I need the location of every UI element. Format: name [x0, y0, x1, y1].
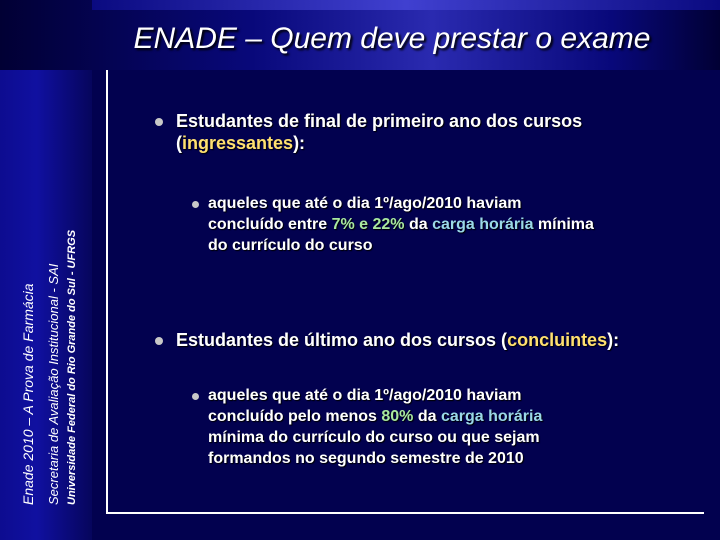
- bullet-line: formandos no segundo semestre de 2010: [208, 450, 524, 467]
- highlight-concluintes: concluintes: [507, 330, 608, 350]
- bullet-line: [176, 132, 582, 154]
- bullet-line: [208, 406, 542, 427]
- text-span: concluído entre: [208, 216, 332, 233]
- header-band: [92, 0, 720, 10]
- bullet-line: [176, 329, 619, 351]
- highlight-percent: 7% e 22%: [331, 216, 405, 233]
- highlight-carga-horaria: carga horária: [432, 216, 534, 233]
- text-span: ):: [607, 330, 620, 350]
- sidebar-university-label: Universidade Federal do Rio Grande do Sul - UFRGS: [66, 229, 78, 505]
- text-span: ):: [293, 133, 306, 153]
- highlight-percent: 80%: [381, 408, 414, 425]
- bullet-dot-icon: [192, 393, 199, 400]
- text-span: mínima: [533, 216, 594, 233]
- text-span: (: [176, 133, 182, 153]
- bullet-line: [208, 214, 594, 235]
- highlight-ingressantes: ingressantes: [182, 133, 294, 153]
- sidebar-department-label: Secretaria de Avaliação Institucional - SAI: [46, 263, 61, 505]
- bullet-line: aqueles que até o dia 1º/ago/2010 haviam: [208, 387, 522, 404]
- text-span: da: [404, 216, 433, 233]
- side-divider: [106, 70, 108, 512]
- bullet-ingressantes: [176, 110, 582, 154]
- highlight-carga-horaria: carga horária: [440, 408, 543, 425]
- sidebar-event-label: Enade 2010 – A Prova de Farmácia: [20, 283, 36, 505]
- slide-title: ENADE – Quem deve prestar o exame: [133, 22, 651, 55]
- text-span: Estudantes de último ano dos cursos (: [176, 330, 508, 350]
- bullet-line: Estudantes de final de primeiro ano dos cursos: [176, 111, 583, 131]
- text-span: concluído pelo menos: [208, 408, 382, 425]
- text-span: da: [413, 408, 441, 425]
- bullet-line: mínima do currículo do curso ou que sejam: [208, 429, 540, 446]
- bullet-dot-icon: [155, 118, 163, 126]
- bullet-line: do currículo do curso: [208, 237, 373, 254]
- bullet-concluintes: [176, 329, 619, 351]
- subbullet-concluintes-criteria: [208, 385, 542, 469]
- subbullet-ingressantes-criteria: [208, 193, 594, 256]
- bullet-dot-icon: [192, 201, 199, 208]
- bullet-line: aqueles que até o dia 1º/ago/2010 haviam: [208, 195, 522, 212]
- bullet-dot-icon: [155, 337, 163, 345]
